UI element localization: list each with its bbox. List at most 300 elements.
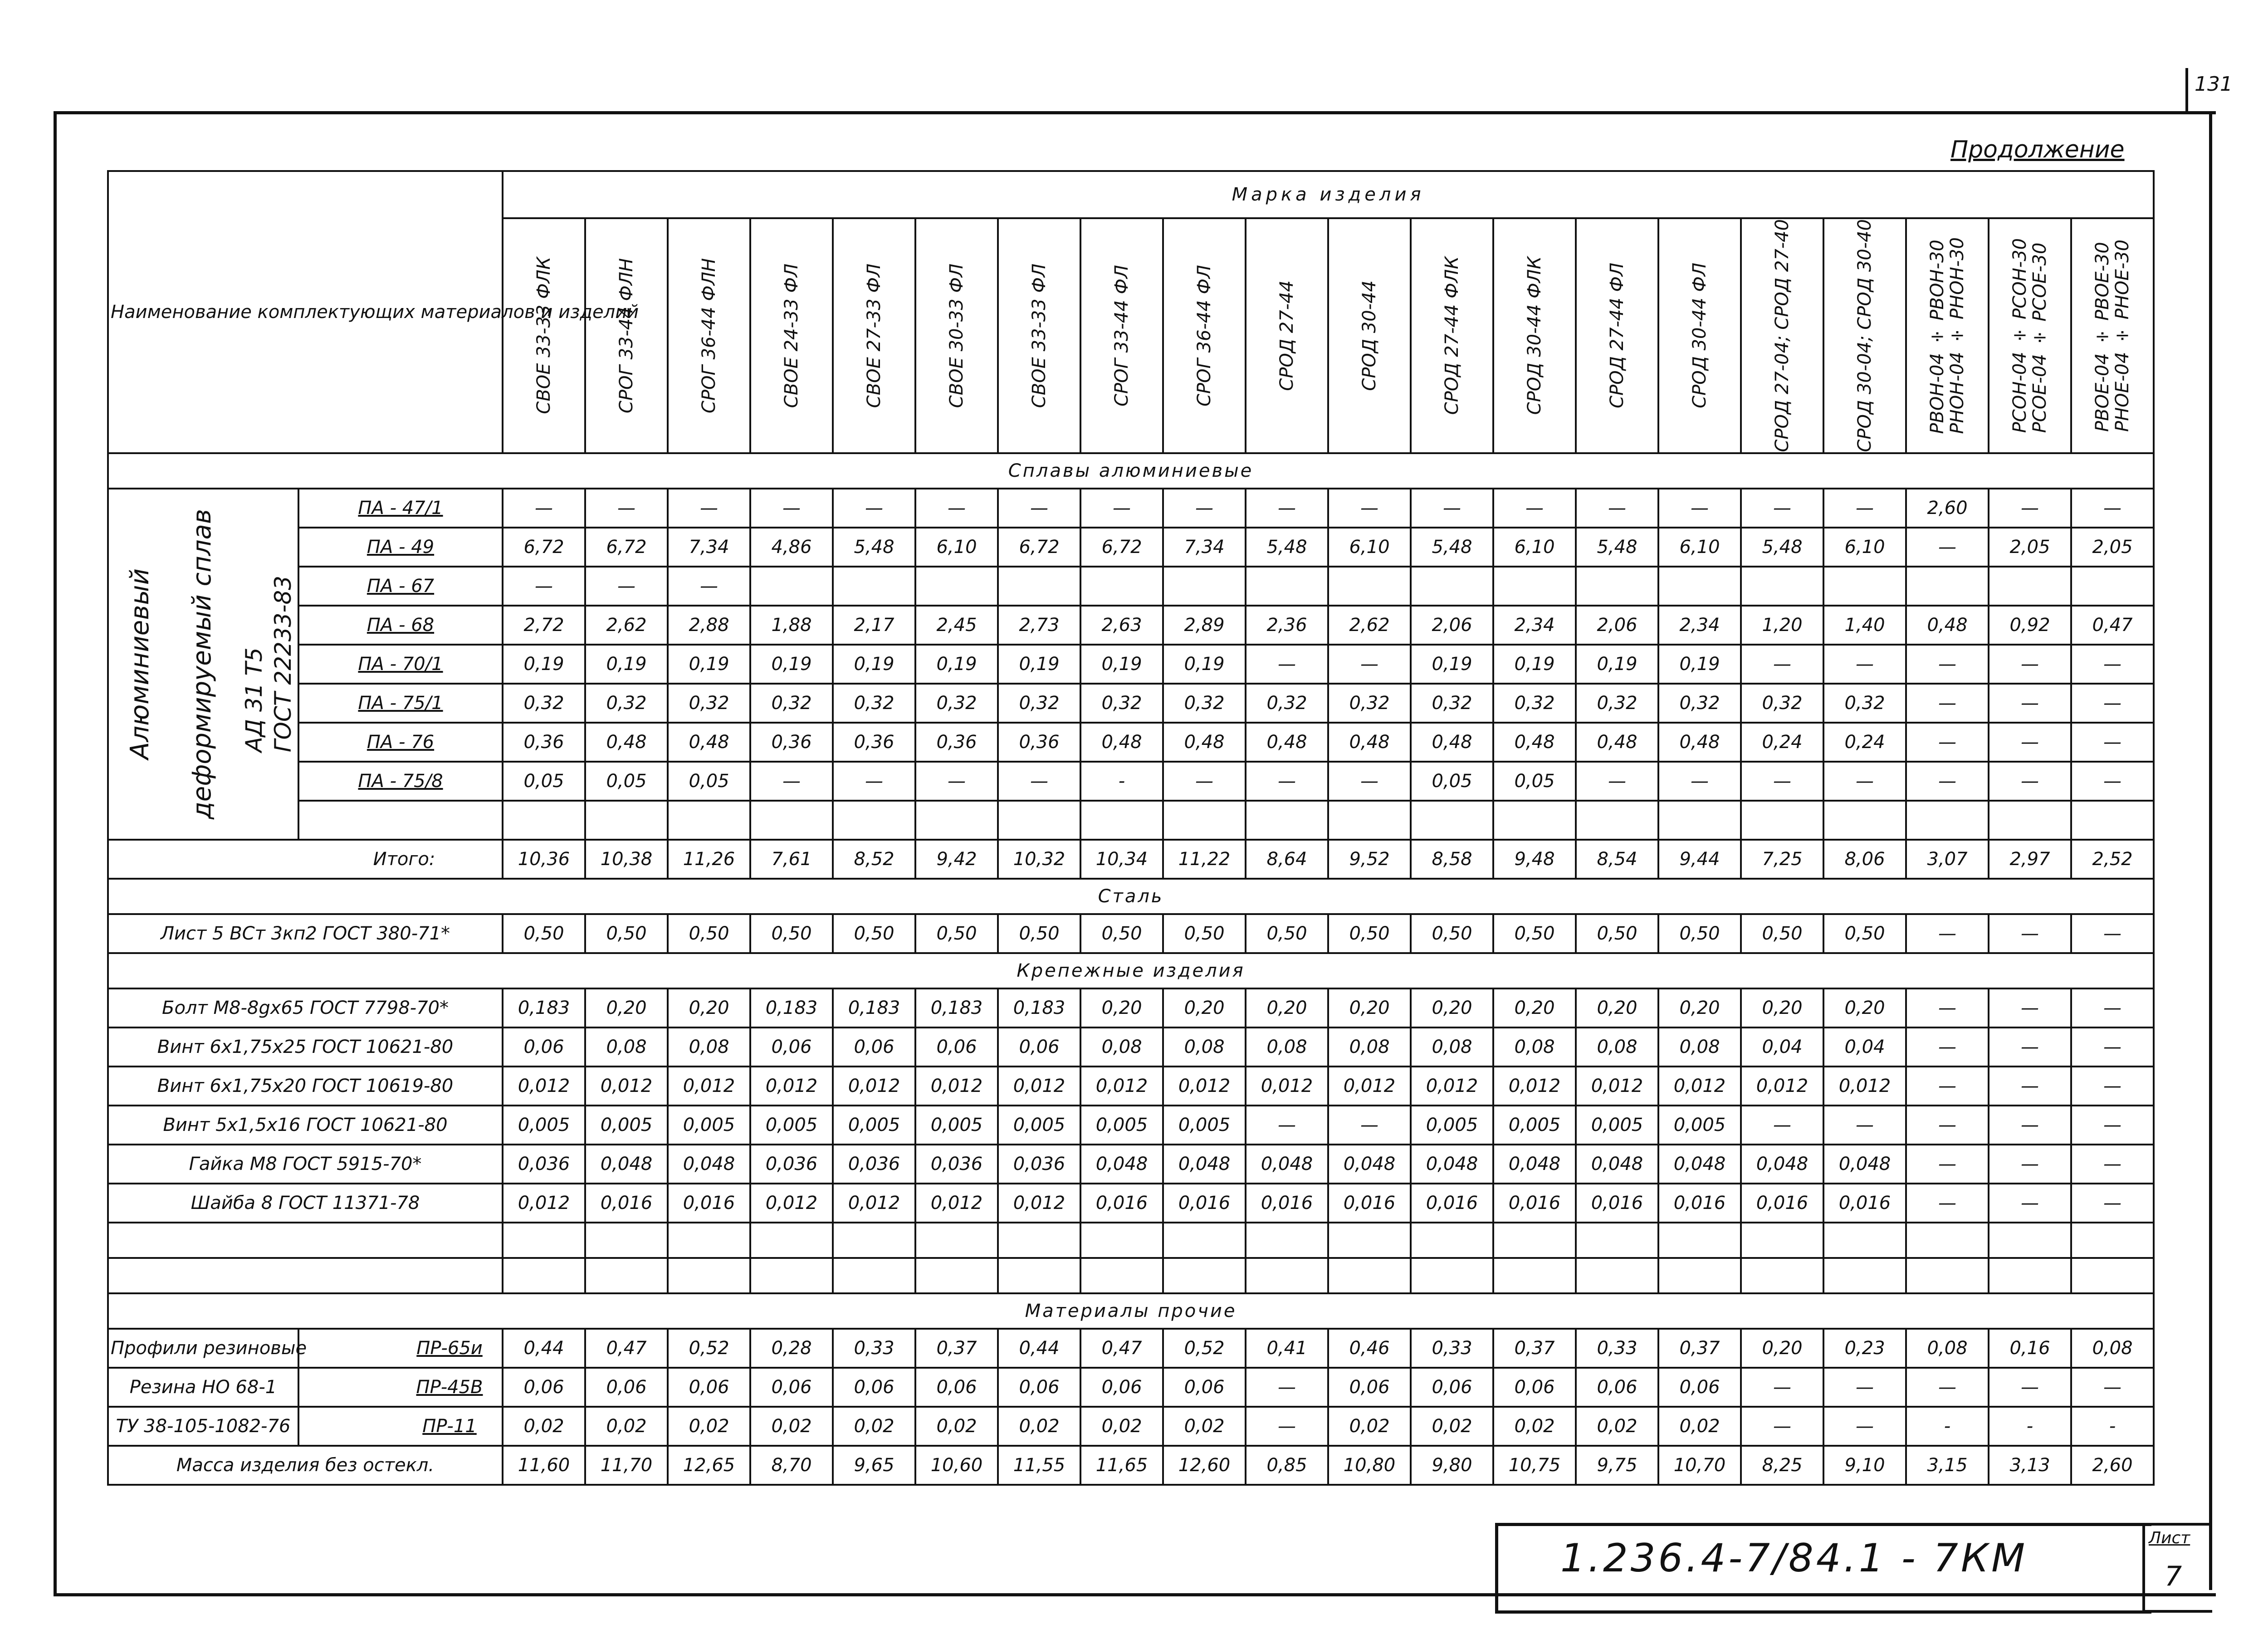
- mass-value: 0,85: [1246, 1446, 1328, 1485]
- fastener-value: 0,016: [1576, 1184, 1658, 1223]
- mark-label: СРОГ 36-44 ФЛН: [699, 258, 719, 413]
- fastener-value: 0,06: [750, 1028, 833, 1067]
- mark-label: СРОД 30-04; СРОД 30-40: [1854, 219, 1875, 452]
- alloy-value: 0,32: [1823, 684, 1906, 723]
- alloy-value: —: [1823, 489, 1906, 528]
- table-row: [108, 645, 2154, 684]
- fastener-value: 0,005: [503, 1106, 585, 1145]
- fastener-value: 0,016: [585, 1184, 668, 1223]
- alloy-value: —: [1163, 762, 1246, 801]
- alloy-value: —: [833, 489, 915, 528]
- mark-column-header: [750, 218, 833, 453]
- alloy-value: [1411, 567, 1493, 606]
- marks-title: Марка изделия: [503, 171, 2154, 218]
- table-row: [108, 762, 2154, 801]
- alloy-value: —: [1823, 645, 1906, 684]
- mark-column-header: [1493, 218, 1576, 453]
- mark-column-header: [668, 218, 750, 453]
- other-value: 0,06: [833, 1368, 915, 1407]
- mark-label: СРОД 27-44 ФЛ: [1607, 263, 1628, 409]
- alloy-value: —: [1741, 489, 1823, 528]
- alloy-value: —: [1328, 762, 1411, 801]
- alloy-value: —: [2071, 489, 2154, 528]
- other-value: 0,44: [998, 1329, 1080, 1368]
- fastener-value: 0,005: [750, 1106, 833, 1145]
- alloy-value: [1989, 801, 2071, 840]
- alloy-value: 6,72: [585, 528, 668, 567]
- fastener-value: 0,012: [1411, 1067, 1493, 1106]
- alloy-value: 0,32: [503, 684, 585, 723]
- other-value: 0,44: [503, 1329, 585, 1368]
- total-value: 11,22: [1163, 840, 1246, 879]
- other-value: 0,02: [998, 1407, 1080, 1446]
- alloy-value: 0,19: [833, 645, 915, 684]
- alloy-value: 0,32: [1493, 684, 1576, 723]
- empty-cell: [998, 1223, 1080, 1258]
- alloy-value: [1741, 801, 1823, 840]
- fastener-value: —: [1906, 1028, 1989, 1067]
- fastener-value: —: [1906, 1145, 1989, 1184]
- mark-label: СРОД 30-44 ФЛ: [1689, 263, 1710, 409]
- alloy-value: 0,05: [668, 762, 750, 801]
- page-number: 131: [2195, 73, 2233, 96]
- steel-value: —: [1989, 914, 2071, 953]
- total-value: 11,26: [668, 840, 750, 879]
- section-row: [108, 1293, 2154, 1329]
- fastener-value: 0,005: [1411, 1106, 1493, 1145]
- alloy-value: —: [668, 567, 750, 606]
- alloy-value: 2,17: [833, 606, 915, 645]
- mass-value: 11,55: [998, 1446, 1080, 1485]
- fastener-value: 0,183: [503, 988, 585, 1028]
- empty-cell: [833, 1258, 915, 1293]
- mark-column-header: [1576, 218, 1658, 453]
- alloy-value: [1658, 801, 1741, 840]
- fastener-value: 0,012: [1163, 1067, 1246, 1106]
- other-name: Профили резиновые: [108, 1329, 298, 1368]
- mark-column-header: [998, 218, 1080, 453]
- fastener-name: Винт 5х1,5х16 ГОСТ 10621-80: [108, 1106, 503, 1145]
- alloy-group-label2: деформируемый сплав: [187, 509, 217, 819]
- other-value: 0,06: [750, 1368, 833, 1407]
- mass-value: 9,75: [1576, 1446, 1658, 1485]
- alloy-value: 2,34: [1658, 606, 1741, 645]
- mark-label: РВОЕ-04 ÷ РВОЕ-30 РНОЕ-04 ÷ РНОЕ-30: [2092, 239, 2133, 432]
- mass-value: 3,13: [1989, 1446, 2071, 1485]
- other-value: 0,02: [668, 1407, 750, 1446]
- empty-cell: [1741, 1258, 1823, 1293]
- mark-label: СРОД 30-44: [1359, 280, 1380, 391]
- alloy-value: 2,88: [668, 606, 750, 645]
- fastener-value: 0,08: [1493, 1028, 1576, 1067]
- mark-label: РСОН-04 ÷ РСОН-30 РСОЕ-04 ÷ РСОЕ-30: [2009, 238, 2050, 433]
- other-value: 0,06: [1658, 1368, 1741, 1407]
- mark-column-header: [1658, 218, 1741, 453]
- alloy-value: 6,10: [915, 528, 998, 567]
- fastener-value: 0,048: [1576, 1145, 1658, 1184]
- alloy-value: [998, 801, 1080, 840]
- alloy-value: 0,19: [1576, 645, 1658, 684]
- other-value: 0,37: [1493, 1329, 1576, 1368]
- mark-column-header: [1906, 218, 1989, 453]
- fastener-value: 0,04: [1741, 1028, 1823, 1067]
- section-title-other: Материалы прочие: [108, 1293, 2154, 1329]
- fastener-value: 0,012: [750, 1067, 833, 1106]
- fastener-value: 0,20: [1823, 988, 1906, 1028]
- fastener-value: 0,016: [668, 1184, 750, 1223]
- alloy-value: —: [1906, 684, 1989, 723]
- alloy-value: 0,32: [998, 684, 1080, 723]
- table-row: [108, 988, 2154, 1028]
- alloy-value: 0,48: [585, 723, 668, 762]
- alloy-value: 5,48: [1576, 528, 1658, 567]
- steel-value: 0,50: [1823, 914, 1906, 953]
- alloy-value: 2,89: [1163, 606, 1246, 645]
- empty-cell: [1411, 1223, 1493, 1258]
- fastener-value: 0,012: [1741, 1067, 1823, 1106]
- mark-column-header: [503, 218, 585, 453]
- fastener-value: 0,012: [503, 1184, 585, 1223]
- alloy-group-label: [108, 489, 298, 840]
- alloy-value: 0,19: [1658, 645, 1741, 684]
- mark-label: СРОД 27-44: [1276, 280, 1297, 391]
- alloy-value: —: [585, 489, 668, 528]
- empty-cell: [585, 1223, 668, 1258]
- alloy-grade: ПА - 67: [298, 567, 503, 606]
- alloy-grade: ПА - 47/1: [298, 489, 503, 528]
- fastener-value: 0,012: [503, 1067, 585, 1106]
- alloy-value: 0,19: [1163, 645, 1246, 684]
- alloy-grade: ПА - 75/1: [298, 684, 503, 723]
- mark-label: СРОГ 36-44 ФЛ: [1194, 264, 1215, 406]
- steel-value: 0,50: [1163, 914, 1246, 953]
- alloy-value: —: [1411, 489, 1493, 528]
- other-value: 0,02: [585, 1407, 668, 1446]
- alloy-value: 0,48: [1080, 723, 1163, 762]
- other-value: 0,02: [1658, 1407, 1741, 1446]
- alloy-value: 0,36: [915, 723, 998, 762]
- empty-cell: [750, 1223, 833, 1258]
- fastener-value: 0,005: [1493, 1106, 1576, 1145]
- other-value: 0,37: [1658, 1329, 1741, 1368]
- alloy-value: 0,19: [750, 645, 833, 684]
- alloy-value: [1906, 801, 1989, 840]
- fastener-value: 0,20: [1741, 988, 1823, 1028]
- fastener-value: —: [1906, 988, 1989, 1028]
- fastener-value: 0,012: [833, 1067, 915, 1106]
- mark-label: СРОГ 33-44 ФЛ: [1111, 264, 1132, 406]
- alloy-value: —: [1741, 762, 1823, 801]
- alloy-value: —: [2071, 684, 2154, 723]
- empty-cell: [915, 1223, 998, 1258]
- mass-value: 10,80: [1328, 1446, 1411, 1485]
- fastener-value: 0,012: [750, 1184, 833, 1223]
- empty-cell: [1411, 1258, 1493, 1293]
- section-title-fasteners: Крепежные изделия: [108, 953, 2154, 988]
- alloy-value: -: [1080, 762, 1163, 801]
- alloy-value: 1,88: [750, 606, 833, 645]
- specification-table: [107, 170, 2155, 1486]
- fastener-value: 0,20: [1328, 988, 1411, 1028]
- table-row: [108, 1329, 2154, 1368]
- mark-column-header: [2071, 218, 2154, 453]
- other-value: 0,47: [1080, 1329, 1163, 1368]
- alloy-value: 2,06: [1576, 606, 1658, 645]
- empty-cell: [1989, 1223, 2071, 1258]
- other-value: —: [1989, 1368, 2071, 1407]
- fastener-value: 0,20: [1493, 988, 1576, 1028]
- alloy-value: 6,10: [1493, 528, 1576, 567]
- other-value: —: [2071, 1368, 2154, 1407]
- other-value: 0,06: [1493, 1368, 1576, 1407]
- total-value: 3,07: [1906, 840, 1989, 879]
- steel-value: 0,50: [998, 914, 1080, 953]
- mark-column-header: [1246, 218, 1328, 453]
- total-value: 8,64: [1246, 840, 1328, 879]
- fastener-value: 0,016: [1741, 1184, 1823, 1223]
- fastener-value: 0,012: [585, 1067, 668, 1106]
- fastener-value: 0,08: [1246, 1028, 1328, 1067]
- other-value: 0,33: [1576, 1329, 1658, 1368]
- table-row: [108, 684, 2154, 723]
- section-row: [108, 953, 2154, 988]
- other-value: 0,41: [1246, 1329, 1328, 1368]
- fastener-value: 0,012: [1080, 1067, 1163, 1106]
- alloy-value: —: [1080, 489, 1163, 528]
- steel-value: 0,50: [1411, 914, 1493, 953]
- alloy-value: 0,24: [1741, 723, 1823, 762]
- mark-column-header: [585, 218, 668, 453]
- fastener-value: 0,048: [1658, 1145, 1741, 1184]
- table-row: [108, 1028, 2154, 1067]
- empty-cell: [750, 1258, 833, 1293]
- fastener-value: —: [1989, 988, 2071, 1028]
- table-row: [108, 606, 2154, 645]
- other-value: 0,06: [998, 1368, 1080, 1407]
- empty-cell: [668, 1223, 750, 1258]
- other-value: 0,46: [1328, 1329, 1411, 1368]
- mass-label: Масса изделия без остекл.: [108, 1446, 503, 1485]
- other-value: 0,06: [585, 1368, 668, 1407]
- fastener-value: —: [2071, 1028, 2154, 1067]
- alloy-value: —: [1989, 762, 2071, 801]
- alloy-value: 0,48: [1163, 723, 1246, 762]
- empty-cell: [1906, 1223, 1989, 1258]
- alloy-group-label4: ГОСТ 22233-83: [270, 576, 296, 753]
- alloy-value: —: [750, 489, 833, 528]
- empty-cell: [503, 1223, 585, 1258]
- other-value: 0,06: [668, 1368, 750, 1407]
- fastener-value: —: [1989, 1028, 2071, 1067]
- fastener-value: 0,005: [833, 1106, 915, 1145]
- empty-cell: [1576, 1258, 1658, 1293]
- alloy-value: 0,48: [1246, 723, 1328, 762]
- steel-value: 0,50: [915, 914, 998, 953]
- fastener-value: 0,005: [668, 1106, 750, 1145]
- steel-value: —: [2071, 914, 2154, 953]
- alloy-value: —: [1906, 723, 1989, 762]
- mass-value: 3,15: [1906, 1446, 1989, 1485]
- other-value: 0,08: [2071, 1329, 2154, 1368]
- alloy-value: 0,92: [1989, 606, 2071, 645]
- fastener-value: 0,06: [998, 1028, 1080, 1067]
- empty-cell: [998, 1258, 1080, 1293]
- other-value: 0,06: [1411, 1368, 1493, 1407]
- alloy-value: 0,19: [915, 645, 998, 684]
- fastener-value: 0,183: [915, 988, 998, 1028]
- alloy-grade: ПА - 49: [298, 528, 503, 567]
- alloy-value: 7,34: [668, 528, 750, 567]
- mark-label: СВОЕ 24-33 ФЛ: [781, 263, 802, 408]
- alloy-value: 5,48: [1246, 528, 1328, 567]
- alloy-value: —: [1989, 723, 2071, 762]
- fastener-value: 0,06: [833, 1028, 915, 1067]
- name-column-header: Наименование комплектующих материалов и изделий: [108, 171, 503, 453]
- alloy-value: —: [915, 762, 998, 801]
- fastener-value: 0,012: [833, 1184, 915, 1223]
- fastener-value: 0,012: [1246, 1067, 1328, 1106]
- alloy-value: 2,62: [585, 606, 668, 645]
- mass-value: 12,60: [1163, 1446, 1246, 1485]
- other-value: 0,02: [1163, 1407, 1246, 1446]
- other-name: Резина НО 68-1: [108, 1368, 298, 1407]
- other-value: 0,02: [833, 1407, 915, 1446]
- fastener-value: 0,06: [915, 1028, 998, 1067]
- alloy-value: 2,60: [1906, 489, 1989, 528]
- steel-value: 0,50: [1493, 914, 1576, 953]
- fastener-value: 0,08: [1163, 1028, 1246, 1067]
- mark-column-header: [915, 218, 998, 453]
- alloy-value: 0,05: [503, 762, 585, 801]
- other-grade: ПР-11: [298, 1407, 503, 1446]
- fastener-value: 0,036: [833, 1145, 915, 1184]
- alloy-value: 0,19: [998, 645, 1080, 684]
- alloy-value: 2,34: [1493, 606, 1576, 645]
- mark-label: СВОЕ 27-33 ФЛ: [864, 263, 885, 408]
- fastener-value: 0,08: [1576, 1028, 1658, 1067]
- fastener-value: 0,048: [1080, 1145, 1163, 1184]
- fastener-value: —: [1328, 1106, 1411, 1145]
- fastener-value: 0,016: [1411, 1184, 1493, 1223]
- total-value: 9,44: [1658, 840, 1741, 879]
- fastener-value: 0,08: [1080, 1028, 1163, 1067]
- drawing-frame-right: [2209, 111, 2212, 1590]
- header-row-title: [108, 171, 2154, 218]
- alloy-value: —: [1246, 762, 1328, 801]
- other-value: 0,06: [1163, 1368, 1246, 1407]
- fastener-value: —: [2071, 1145, 2154, 1184]
- fastener-value: 0,20: [1658, 988, 1741, 1028]
- alloy-value: 0,48: [668, 723, 750, 762]
- alloy-value: 4,86: [750, 528, 833, 567]
- mass-value: 8,25: [1741, 1446, 1823, 1485]
- fastener-value: 0,08: [585, 1028, 668, 1067]
- alloy-value: —: [1658, 762, 1741, 801]
- alloy-value: 5,48: [1411, 528, 1493, 567]
- mark-label: СРОД 30-44 ФЛК: [1524, 256, 1545, 415]
- steel-value: 0,50: [1658, 914, 1741, 953]
- alloy-value: —: [750, 762, 833, 801]
- alloy-value: [585, 801, 668, 840]
- alloy-value: —: [1989, 489, 2071, 528]
- steel-value: 0,50: [1741, 914, 1823, 953]
- alloy-value: —: [503, 567, 585, 606]
- empty-cell: [1823, 1223, 1906, 1258]
- empty-cell: [2071, 1223, 2154, 1258]
- empty-cell: [108, 1223, 503, 1258]
- alloy-value: —: [1906, 645, 1989, 684]
- alloy-value: 0,48: [1906, 606, 1989, 645]
- fastener-value: 0,048: [1741, 1145, 1823, 1184]
- alloy-value: 0,48: [1328, 723, 1411, 762]
- alloy-value: —: [1906, 528, 1989, 567]
- alloy-group-gost: [240, 576, 298, 752]
- alloy-value: 0,48: [1411, 723, 1493, 762]
- mark-label: СВОЕ 33-33 ФЛК: [533, 257, 554, 415]
- fastener-value: 0,20: [1576, 988, 1658, 1028]
- alloy-value: —: [998, 762, 1080, 801]
- mark-column-header: [1328, 218, 1411, 453]
- table-row: [108, 1407, 2154, 1446]
- fastener-value: 0,08: [1411, 1028, 1493, 1067]
- other-value: 0,02: [1080, 1407, 1163, 1446]
- other-value: 0,06: [503, 1368, 585, 1407]
- mass-value: 9,65: [833, 1446, 915, 1485]
- alloy-value: [1328, 567, 1411, 606]
- empty-cell: [1741, 1223, 1823, 1258]
- mark-label: СВОЕ 33-33 ФЛ: [1029, 263, 1050, 408]
- fastener-value: —: [1989, 1184, 2071, 1223]
- other-value: 0,06: [1080, 1368, 1163, 1407]
- empty-cell: [668, 1258, 750, 1293]
- fastener-value: 0,036: [915, 1145, 998, 1184]
- empty-cell: [1080, 1258, 1163, 1293]
- fastener-value: —: [2071, 988, 2154, 1028]
- other-value: 0,06: [915, 1368, 998, 1407]
- other-value: —: [1246, 1368, 1328, 1407]
- other-value: 0,33: [1411, 1329, 1493, 1368]
- fastener-value: 0,012: [668, 1067, 750, 1106]
- fastener-value: 0,048: [1411, 1145, 1493, 1184]
- alloy-value: 0,05: [1411, 762, 1493, 801]
- alloy-value: [1906, 567, 1989, 606]
- alloy-value: [503, 801, 585, 840]
- table-row: [108, 567, 2154, 606]
- fastener-value: 0,016: [1246, 1184, 1328, 1223]
- alloy-value: [998, 567, 1080, 606]
- total-value: 10,36: [503, 840, 585, 879]
- other-value: -: [2071, 1407, 2154, 1446]
- fastener-value: 0,005: [1658, 1106, 1741, 1145]
- other-value: —: [1741, 1407, 1823, 1446]
- empty-cell: [1328, 1258, 1411, 1293]
- empty-cell: [1246, 1223, 1328, 1258]
- mass-value: 11,60: [503, 1446, 585, 1485]
- alloy-value: 0,32: [1658, 684, 1741, 723]
- total-value: 9,42: [915, 840, 998, 879]
- alloy-value: —: [1576, 762, 1658, 801]
- alloy-value: [833, 567, 915, 606]
- steel-value: 0,50: [1328, 914, 1411, 953]
- mass-value: 8,70: [750, 1446, 833, 1485]
- other-value: 0,47: [585, 1329, 668, 1368]
- alloy-value: [1823, 567, 1906, 606]
- steel-value: 0,50: [1576, 914, 1658, 953]
- fastener-value: 0,005: [915, 1106, 998, 1145]
- mark-label: СРОД 27-44 ФЛК: [1442, 256, 1462, 415]
- other-value: 0,28: [750, 1329, 833, 1368]
- other-value: —: [1823, 1407, 1906, 1446]
